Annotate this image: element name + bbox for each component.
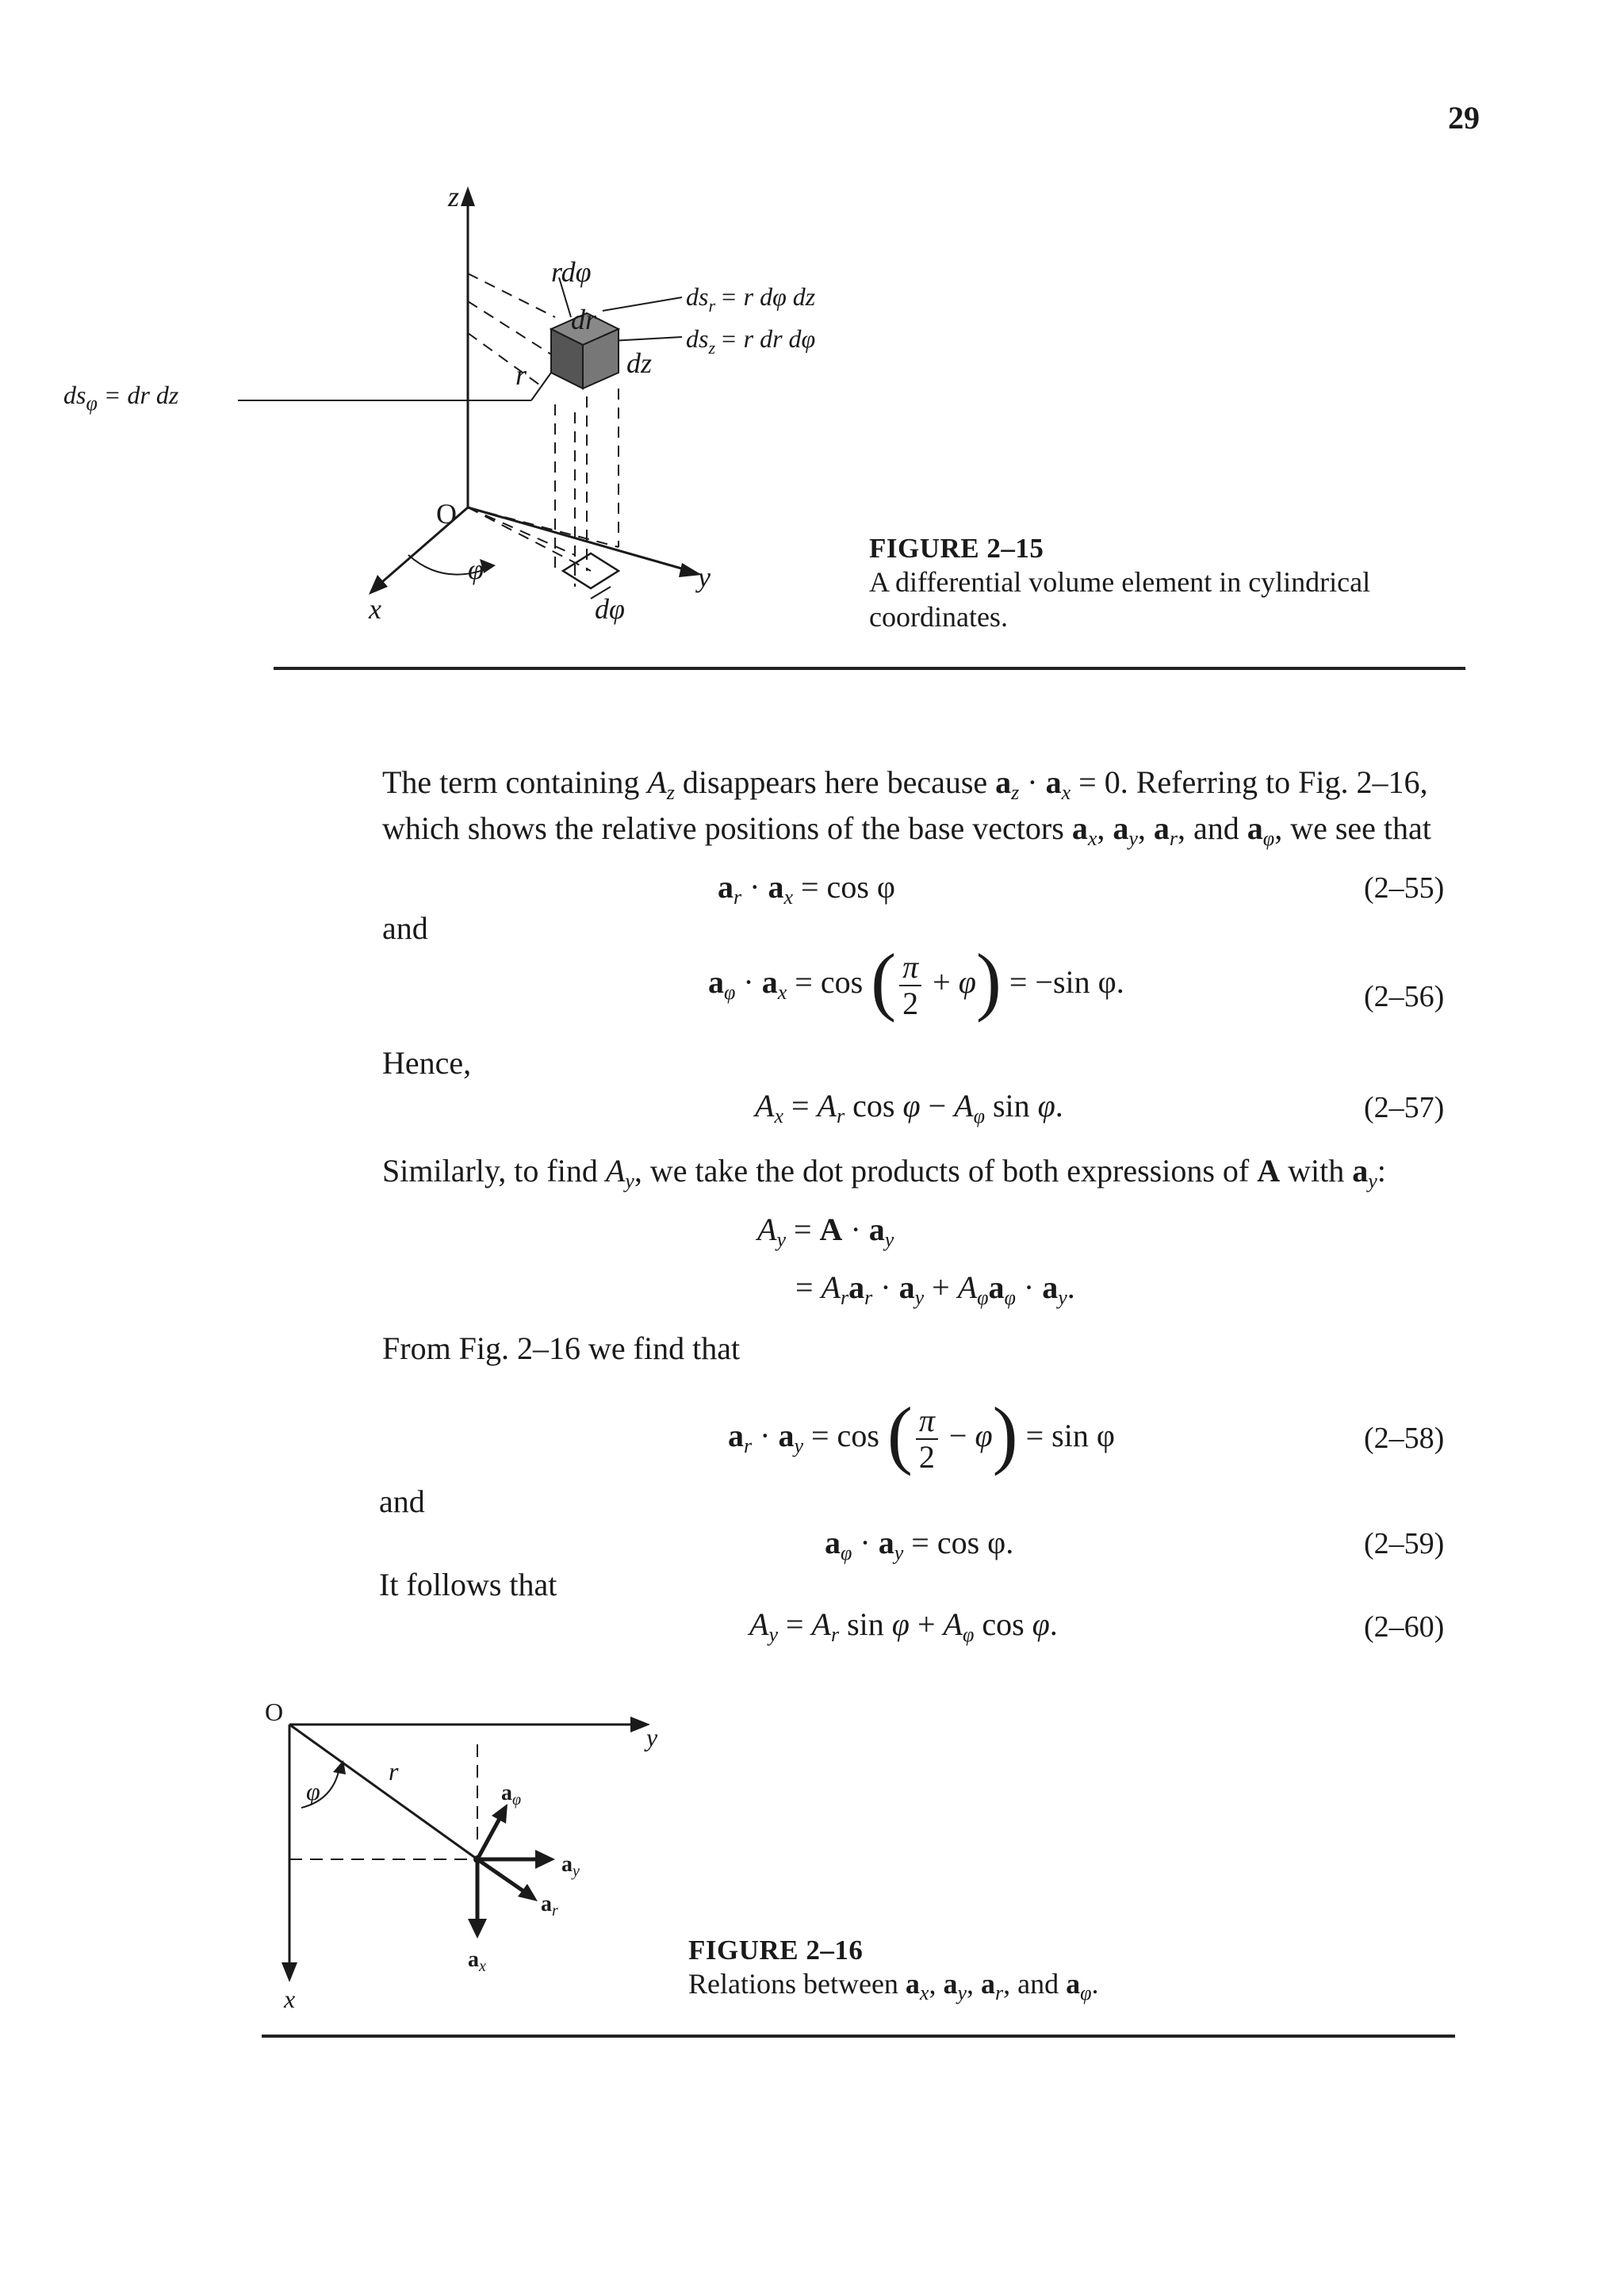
figure-2-15-diagram (238, 174, 952, 650)
equation-2-59: $a_\varphi \cdot a_y = \cos \varphi$. (825, 1525, 1014, 1564)
figure-2-15-label: FIGURE 2–15 (869, 533, 1044, 564)
svg-text:dsr= r dφ dz (686, 282, 816, 316)
equation-2-60: $A_y = A_r$ $\sin \varphi + A_\varphi$ cos φ. (749, 1606, 1058, 1646)
text-it-follows: It follows that (379, 1567, 557, 1602)
fig2-phi-label: φ (306, 1777, 320, 1805)
ds-z-label: ds (686, 324, 709, 353)
z-axis-label: z (448, 181, 460, 212)
a-x-label: a (468, 1947, 479, 1972)
equation-number-2-55: (2–55) (1364, 871, 1445, 905)
svg-text:ar (541, 1892, 558, 1920)
equation-2-58: $a_r \cdot a_y = \cos$ ( $\frac{\pi}{2}$ − φ) = sin φ (728, 1391, 1115, 1476)
a-y-label: a (561, 1852, 573, 1877)
svg-text:ax (468, 1947, 486, 1975)
text-and-1: and (382, 910, 428, 946)
equation-number-2-60: (2–60) (1364, 1610, 1445, 1644)
figure-2-15-caption-line-2: coordinates. (869, 601, 1008, 633)
fig2-x-axis-label: x (284, 1985, 296, 2013)
equation-number-2-57: (2–57) (1364, 1091, 1445, 1124)
equation-number-2-59: (2–59) (1364, 1527, 1445, 1560)
equation-2-55: $a_r \cdot a_x = \cos \varphi$ (718, 869, 895, 909)
r-label: r (515, 359, 527, 391)
text-from-fig: From Fig. 2–16 we find that (382, 1330, 741, 1366)
paragraph-1: The term containing $A_z$ disappears here because $a_z \cdot a_x = 0$. Referring to Fig. 2–16, which shows the relative positions of the base vectors $a_x$, $a_y$, $a_r$, and $a_\varphi$, we see that (382, 764, 1431, 850)
fig2-y-axis-label: y (646, 1723, 658, 1751)
equation-ay-line-2: = $A_ra_r \cdot a_y + A_\varphi a_\varphi \cdot a_y$. (795, 1269, 1075, 1309)
r-dphi-label: rdφ (551, 256, 592, 288)
ds-r-label: ds (686, 282, 709, 311)
a-phi-label: a (501, 1781, 512, 1805)
svg-text:aφ (501, 1781, 521, 1809)
a-r-sub: r (552, 1902, 558, 1920)
text-and-2: and (379, 1483, 425, 1519)
figure-2-15-caption-line-1: A differential volume element in cylindrical (869, 566, 1371, 598)
rule-top (274, 667, 1465, 670)
fig2-origin-label: O (265, 1698, 284, 1726)
ds-phi-label: $ds_\varphi$ = dr dz (63, 381, 179, 415)
a-r-label: a (541, 1892, 552, 1916)
text-similarly: Similarly, to find $A_y$, we take the dot products of both expressions of A with $a_y$: (382, 1153, 1386, 1192)
page-number: 29 (1448, 100, 1480, 136)
ds-r-rhs: = r dφ dz (720, 282, 816, 311)
equation-number-2-58: (2–58) (1364, 1422, 1445, 1455)
x-axis-label: x (369, 593, 381, 625)
dz-label: dz (626, 347, 653, 379)
a-phi-sub: φ (512, 1791, 522, 1809)
text-hence: Hence, (382, 1045, 472, 1081)
figure-2-15-caption (869, 533, 1370, 634)
figure-2-16-diagram (254, 1697, 698, 2014)
y-axis-label: y (698, 561, 710, 593)
equation-ay-line-1: $A_y = A \cdot a_y$ (757, 1212, 894, 1251)
a-y-sub: y (573, 1862, 580, 1880)
equation-number-2-56: (2–56) (1364, 980, 1445, 1013)
equation-2-56: $a_\varphi \cdot a_x = \cos$ ( $\frac{\pi}{2}$ + φ) = −sin φ. (708, 938, 1124, 1023)
fig2-r-label: r (389, 1757, 399, 1786)
figure-2-16-caption: FIGURE 2–16 Relations between $a_x$, $a_y$, $a_r$, and $a_\varphi$. (688, 1935, 1099, 2004)
svg-text:dsz= r dr dφ (686, 324, 815, 358)
a-x-sub: x (479, 1958, 486, 1975)
ds-z-rhs: = r dr dφ (720, 324, 816, 353)
equation-2-57: $A_x = A_r$ $\cos \varphi - A_\varphi$ sin φ. (755, 1088, 1063, 1127)
dphi-label: dφ (595, 593, 625, 625)
rule-bottom (262, 2035, 1455, 2038)
phi-label: φ (468, 553, 484, 585)
ds-r-sub: r (708, 296, 716, 316)
figure-2-16-label: FIGURE 2–16 (688, 1935, 864, 1966)
ds-z-sub: z (708, 338, 716, 358)
svg-text:ay (561, 1852, 580, 1880)
dr-label: dr (571, 304, 597, 335)
origin-label: O (436, 498, 457, 530)
